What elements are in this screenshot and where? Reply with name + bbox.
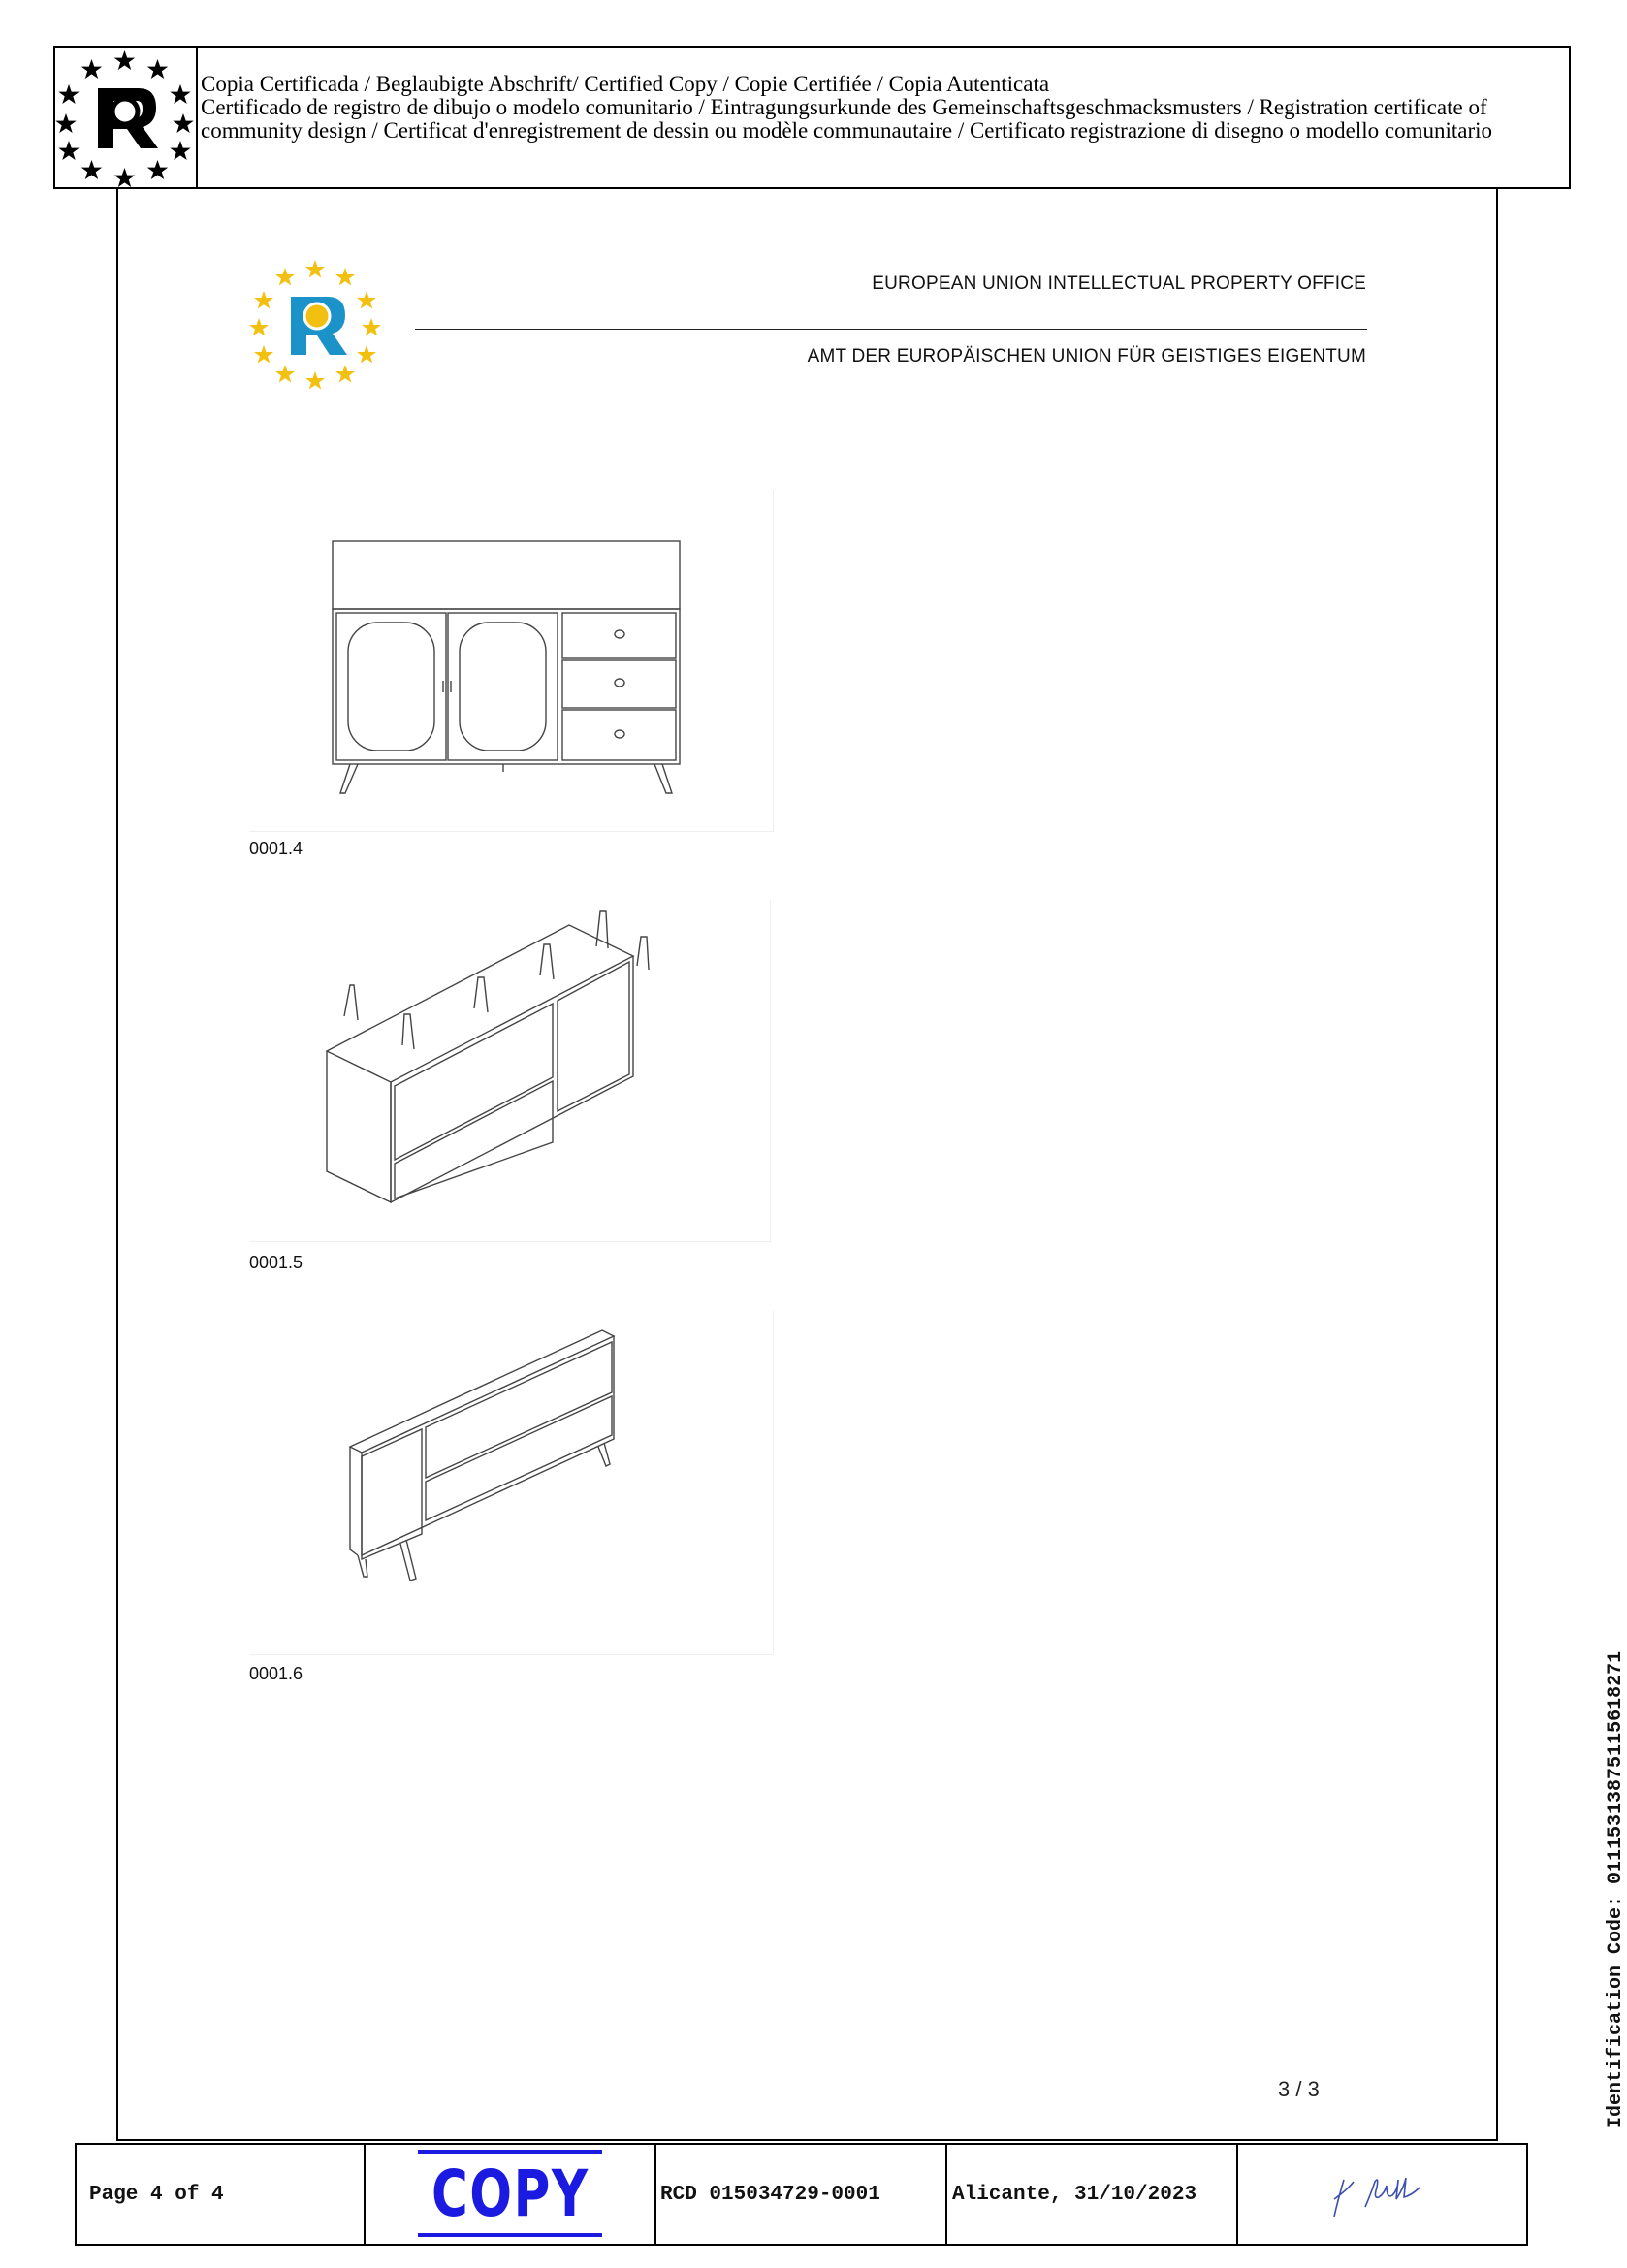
euipo-star-circle-logo-icon bbox=[250, 260, 380, 390]
letterhead-divider bbox=[415, 329, 1367, 330]
registration-certificate-line: Certificado de registro de dibujo o modelo comunitario / Eintragungsurkunde des Gemeinschaftsgeschmacksmusters / Registration certificate of community design / Certificat d'enregistrement de dessin ou modèle communautaire / Certificato registrazione di disegno o modello comunitario bbox=[201, 95, 1493, 143]
stamp-bottom-bar bbox=[418, 2233, 602, 2237]
view-label: 0001.5 bbox=[249, 1253, 303, 1272]
office-name-german: AMT DER EUROPÄISCHEN UNION FÜR GEISTIGES EIGENTUM bbox=[807, 346, 1366, 367]
signature-icon bbox=[1315, 2160, 1451, 2228]
certified-copy-line: Copia Certificada / Beglaubigte Abschrift/ Certified Copy / Copie Certifiée / Copia Autenticata bbox=[201, 72, 1050, 96]
view-label: 0001.6 bbox=[249, 1664, 303, 1683]
design-view-front bbox=[249, 490, 774, 832]
sideboard-bottom-view-icon bbox=[249, 900, 770, 1241]
euipo-logo bbox=[250, 260, 380, 390]
office-name-english: EUROPEAN UNION INTELLECTUAL PROPERTY OFFICE bbox=[872, 273, 1366, 294]
place-and-date: Alicante, 31/10/2023 bbox=[947, 2145, 1238, 2244]
stamp-top-bar bbox=[418, 2150, 602, 2154]
design-view-rear bbox=[249, 1311, 774, 1655]
copy-stamp-text: COPY bbox=[431, 2156, 590, 2231]
certified-copy-text bbox=[201, 73, 1568, 143]
rcd-number: RCD 015034729-0001 bbox=[656, 2145, 947, 2244]
page-count: Page 4 of 4 bbox=[77, 2145, 366, 2244]
header-logo-cell bbox=[55, 48, 198, 187]
sideboard-front-view-icon bbox=[249, 490, 773, 831]
design-view-bottom bbox=[249, 900, 771, 1242]
copy-stamp bbox=[418, 2150, 602, 2239]
identification-code: Identification Code: 01115313875115618271 bbox=[1605, 1650, 1627, 2128]
certified-copy-header bbox=[53, 46, 1571, 189]
view-label: 0001.4 bbox=[249, 839, 303, 858]
copy-stamp-cell bbox=[366, 2145, 656, 2244]
eu-registered-design-logo-icon bbox=[55, 48, 194, 187]
signature-cell bbox=[1238, 2145, 1526, 2244]
certification-footer bbox=[75, 2143, 1528, 2246]
sideboard-rear-view-icon bbox=[249, 1311, 773, 1654]
page-number: 3 / 3 bbox=[1278, 2077, 1320, 2101]
